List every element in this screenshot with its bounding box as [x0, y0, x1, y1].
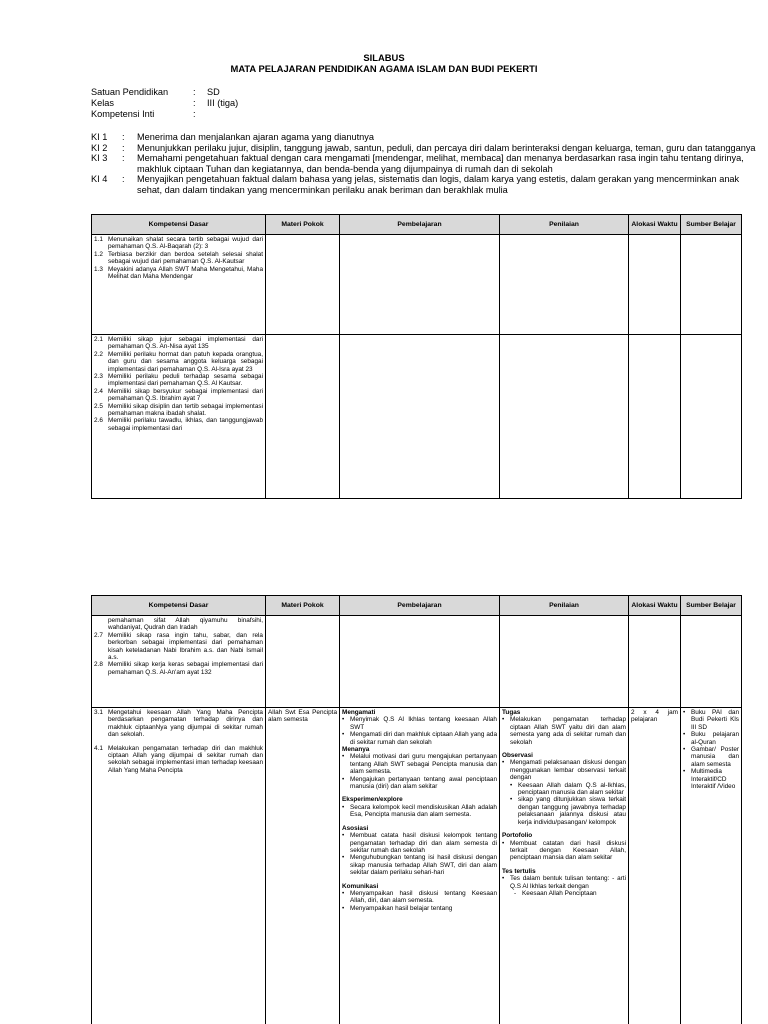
- kd-item: [94, 266, 263, 281]
- kd-item: [94, 617, 263, 632]
- kd-text: Menunaikan shalat secara tertib sebagai wujud dari pemahaman Q.S. Al-Baqarah (2): 3: [108, 236, 263, 251]
- kd-item: [94, 236, 263, 251]
- kd-text: Memiliki sikap bersyukur sebagai implementasi dari pemahaman Q.S. Ibrahim ayat 7: [108, 387, 263, 403]
- kd-item: [94, 251, 263, 266]
- ki-item: [91, 132, 756, 143]
- kd-item: [94, 417, 263, 432]
- materi-cell: [266, 235, 340, 335]
- kd-item: [94, 388, 263, 403]
- list-item: • Gambar/ Poster manusia dan alam semesta: [683, 746, 739, 768]
- kd-number: 2.3: [94, 373, 103, 381]
- sumber-cell: [681, 335, 742, 499]
- pembelajaran-cell: [340, 616, 500, 708]
- list-item: • Membuat catata hasil diskusi kelompok tentang pengamatan terhadap diri dan alam semesta di sekitar rumah dan sekolah: [342, 832, 497, 854]
- kd-cell: [92, 616, 266, 708]
- pembelajaran-cell: [340, 335, 500, 499]
- meta-key: Satuan Pendidikan: [91, 87, 169, 97]
- ki-text: Memahami pengetahuan faktual dengan cara mengamati [mendengar, melihat, membaca] dan menanya berdasarkan rasa ingin tahu tentang dirinya, makhluk ciptaan Tuhan dan kegiatannya, dan benda-benda yang dijumpainya di rumah dan di sekolah: [137, 153, 744, 174]
- kd-item: [94, 745, 263, 775]
- kd-number: 2.1: [94, 336, 103, 343]
- ki-colon: :: [122, 153, 125, 164]
- header-materi-pokok: Materi Pokok: [266, 596, 340, 616]
- penilaian-cell: [500, 616, 629, 708]
- kd-text: Memiliki sikap kerja keras sebagai implementasi dari pemahaman Q.S. Al-An'am ayat 132: [108, 661, 263, 676]
- kd-cell: [92, 708, 266, 1024]
- list-item: • Mengajukan pertanyaan tentang awal penciptaan manusia (diri) dan alam sekitar: [342, 775, 497, 791]
- document-subtitle: MATA PELAJARAN PENDIDIKAN AGAMA ISLAM DAN BUDI PEKERTI: [230, 63, 538, 74]
- list-item: • Melalui motivasi dari guru mengajukan pertanyaan tentang Allah SWT sebagai Pencipta manusia dan alam semesta.: [342, 753, 497, 776]
- ki-colon: :: [122, 132, 125, 142]
- ki-colon: :: [122, 174, 125, 185]
- ki-item: [91, 143, 756, 154]
- syllabus-table-page2: [91, 595, 742, 1024]
- kd-item: [94, 709, 263, 739]
- meta-key: Kompetensi Inti: [91, 108, 155, 119]
- kd-number: 2.2: [94, 350, 103, 358]
- list-item: • Menyampaikan hasil belajar tentang: [342, 904, 453, 912]
- list-item: • Tes dalam bentuk tulisan tentang: - arti Q.S Al Ikhlas terkait dengan: [502, 875, 626, 890]
- list-item: • Membuat catatan dari hasil diskusi terkait dengan Keesaan Allah, penciptaan mansia dan alam sekitar: [502, 839, 626, 862]
- header-penilaian: Penilaian: [500, 215, 629, 235]
- mengamati-heading: Mengamati: [342, 709, 376, 716]
- kd-number: 1.1: [94, 236, 103, 243]
- tes-heading: Tes tertulis: [502, 867, 536, 875]
- kd-text: Memiliki perilaku peduli terhadap sesama sebagai implementasi dari pemahaman Q.S. Al Kautsar.: [108, 373, 263, 388]
- penilaian-cell: [500, 235, 629, 335]
- syllabus-table-page1: [91, 214, 742, 499]
- kd-number: 2.8: [94, 661, 103, 669]
- kd-number: 1.2: [94, 250, 103, 258]
- list-item: • Menyimak Q.S Al Ikhlas tentang keesaan Allah SWT: [342, 716, 497, 731]
- list-item: • Buku pelajaran al-Quran: [683, 731, 739, 746]
- asosiasi-heading: Asosiasi: [342, 824, 369, 832]
- meta-colon: :: [193, 97, 196, 108]
- kd-item: [94, 351, 263, 373]
- kd-number: 2.7: [94, 631, 103, 639]
- header-kompetensi-dasar: Kompetensi Dasar: [92, 215, 266, 235]
- meta-key: Kelas: [91, 97, 114, 108]
- header-sumber-belajar: Sumber Belajar: [681, 215, 742, 235]
- meta-colon: :: [193, 87, 196, 97]
- kd-number: 2.6: [94, 417, 103, 425]
- eksperimen-heading: Eksperimen/explore: [342, 796, 403, 804]
- meta-value: III (tiga): [207, 97, 239, 108]
- materi-cell: [266, 335, 340, 499]
- table-row: [92, 335, 742, 499]
- kd-text: Memiliki sikap rasa ingin tahu, sabar, dan rela berkorban sebagai implementasi dari pemahaman kisah keteladanan Nabi Ibrahim a.s. dan Nabi Ismail a.s.: [108, 631, 263, 662]
- ki-code: KI 2: [91, 142, 108, 153]
- meta-row: [91, 98, 238, 109]
- kd-number: 1.3: [94, 265, 103, 273]
- kd-item: [94, 632, 263, 662]
- kd-item: [94, 661, 263, 676]
- header-materi-pokok: Materi Pokok: [266, 215, 340, 235]
- materi-cell: [266, 616, 340, 708]
- header-penilaian: Penilaian: [500, 596, 629, 616]
- meta-value: SD: [207, 87, 220, 97]
- portofolio-heading: Portofolio: [502, 832, 533, 840]
- header-kompetensi-dasar: Kompetensi Dasar: [92, 596, 266, 616]
- pembelajaran-cell: [340, 235, 500, 335]
- kd-text: pemahaman sifat Allah qiyamuhu binafsihi, wahdaniyat, Qudrah dan Iradah: [108, 617, 263, 632]
- komunikasi-heading: Komunikasi: [342, 882, 379, 890]
- kd-text: Melakukan pengamatan terhadap diri dan makhluk ciptaan Allah yang dijumpai di sekitar rumah dan sekolah sebagai implementasi iman terhadap keesaan Allah Yang Maha Pencipta: [108, 744, 263, 774]
- list-item: • Multimedia Interaktif/CD Interaktif /Video: [683, 768, 736, 791]
- alokasi-cell: [629, 335, 681, 499]
- table-row: [92, 616, 742, 708]
- kd-text: Meyakini adanya Allah SWT Maha Mengetahui, Maha Melihat dan Maha Mendengar: [108, 265, 263, 281]
- alokasi-cell: [629, 235, 681, 335]
- kompetensi-inti-list: [91, 132, 756, 196]
- list-item: • Mengamati diri dan makhluk ciptaan Allah yang ada di sekitar rumah dan sekolah: [342, 731, 497, 746]
- ki-code: KI 4: [91, 174, 108, 185]
- list-item: - Keesaan Allah Penciptaan: [514, 889, 597, 897]
- kd-text: Memiliki perilaku hormat dan patuh kepada orangtua, dan guru dan sesama anggota keluarga sebagai implementasi dari pemahaman Q.S. Al-Isra ayat 23: [108, 350, 263, 373]
- ki-item: [91, 153, 756, 174]
- kd-number: 4.1: [94, 744, 103, 752]
- kd-item: [94, 403, 263, 418]
- kd-number: 2.4: [94, 387, 103, 395]
- ki-text: Menyajikan pengetahuan faktual dalam bahasa yang jelas, sistematis dan logis, dalam karya yang estetis, dalam gerakan yang mencerminkan anak sehat, dan dalam tindakan yang mencerminkan perilaku anak beriman dan berakhlak mulia: [137, 174, 740, 195]
- syllabus-page-2: [0, 580, 768, 1024]
- materi-cell: [266, 708, 340, 1024]
- list-item: • Secara kelompok kecil mendiskusikan Allah adalah Esa, Pencipta manusia dan alam semesta.: [342, 803, 497, 819]
- ki-colon: :: [122, 142, 125, 153]
- list-item: • Melakukan pengamatan terhadap ciptaan Allah SWT yaitu diri dan alam semesta yang ada di sekitar rumah dan sekolah: [502, 716, 626, 746]
- ki-code: KI 3: [91, 153, 108, 164]
- header-pembelajaran: Pembelajaran: [340, 596, 500, 616]
- table-header-row: [92, 215, 742, 235]
- pembelajaran-cell: [340, 708, 500, 1024]
- observasi-heading: Observasi: [502, 752, 533, 760]
- list-item: • sikap yang ditunjukkan siswa terkait dengan tanggung jawabnya terhadap pelaksanaan jalannya diskusi atau kerja individu/pasangan/ kelompok: [510, 796, 626, 826]
- ki-text: Menerima dan menjalankan ajaran agama yang dianutnya: [137, 132, 374, 142]
- meta-row: [91, 87, 238, 98]
- kd-number: 3.1: [94, 709, 103, 716]
- sumber-cell: [681, 235, 742, 335]
- kd-cell: [92, 335, 266, 499]
- kd-cell: [92, 235, 266, 335]
- header-alokasi-waktu: Alokasi Waktu: [629, 596, 681, 616]
- list-item: • Menyampaikan hasil diskusi tentang Keesaan Allah, diri, dan alam semesta.: [342, 889, 497, 905]
- kd-text: Memiliki sikap disiplin dan tertib sebagai implementasi pemahaman makna ibadah shalat.: [108, 402, 263, 418]
- table-row: [92, 235, 742, 335]
- kd-number: 2.5: [94, 402, 103, 410]
- ki-item: [91, 174, 756, 195]
- kd-text: Mengetahui keesaan Allah Yang Maha Pencipta berdasarkan pengamatan terhadap dirinya dan makhluk ciptaanNya yang dijumpai di sekitar rumah dan sekolah.: [108, 709, 263, 739]
- tugas-heading: Tugas: [502, 709, 521, 716]
- list-item: • Buku PAI dan Budi Pekerti Kls III SD: [683, 709, 739, 731]
- list-item: • Menguhubungkan tentang isi hasil diskusi dengan sikap manusia terhadap Allah SWT, diri dan alam sekitar dalam perilaku sehari-hari: [342, 854, 497, 877]
- sumber-cell: [681, 708, 742, 1024]
- penilaian-cell: [500, 335, 629, 499]
- meta-colon: :: [193, 108, 196, 119]
- menanya-heading: Menanya: [342, 746, 370, 754]
- header-alokasi-waktu: Alokasi Waktu: [629, 215, 681, 235]
- table-row: [92, 708, 742, 1024]
- meta-row: [91, 109, 238, 120]
- document-heading: [0, 52, 768, 74]
- kd-text: Terbiasa berzikir dan berdoa setelah selesai shalat sebagai wujud dari pemahaman Q.S. Al-Kautsar: [108, 250, 263, 266]
- header-pembelajaran: Pembelajaran: [340, 215, 500, 235]
- document-title: SILABUS: [363, 52, 405, 63]
- materi-text: Allah Swt Esa Pencipta alam semesta: [268, 709, 337, 724]
- list-item: • Keesaan Allah dalam Q.S al-Ikhlas, penciptaan manusia dan alam sekitar: [510, 781, 626, 797]
- alokasi-cell: [629, 616, 681, 708]
- alokasi-text: 2 x 4 jam pelajaran: [631, 709, 678, 724]
- header-sumber-belajar: Sumber Belajar: [681, 596, 742, 616]
- penilaian-cell: [500, 708, 629, 1024]
- meta-block: [91, 87, 238, 119]
- alokasi-cell: [629, 708, 681, 1024]
- list-item: • Mengamati pelaksanaan diskusi dengan menggunakan lembar observasi terkait dengan: [502, 759, 626, 782]
- ki-code: KI 1: [91, 132, 108, 142]
- ki-text: Menunjukkan perilaku jujur, disiplin, tanggung jawab, santun, peduli, dan percaya diri dalam berinteraksi dengan keluarga, teman, guru dan tatangganya: [137, 142, 756, 153]
- kd-text: Memiliki sikap jujur sebagai implementasi dari pemahaman Q.S. An-Nisa ayat 135: [108, 336, 263, 351]
- kd-item: [94, 373, 263, 388]
- table-header-row: [92, 596, 742, 616]
- kd-text: Memiliki perilaku tawadlu, ikhlas, dan tanggungjawab sebagai implementasi dari: [108, 417, 263, 432]
- kd-item: [94, 336, 263, 351]
- sumber-cell: [681, 616, 742, 708]
